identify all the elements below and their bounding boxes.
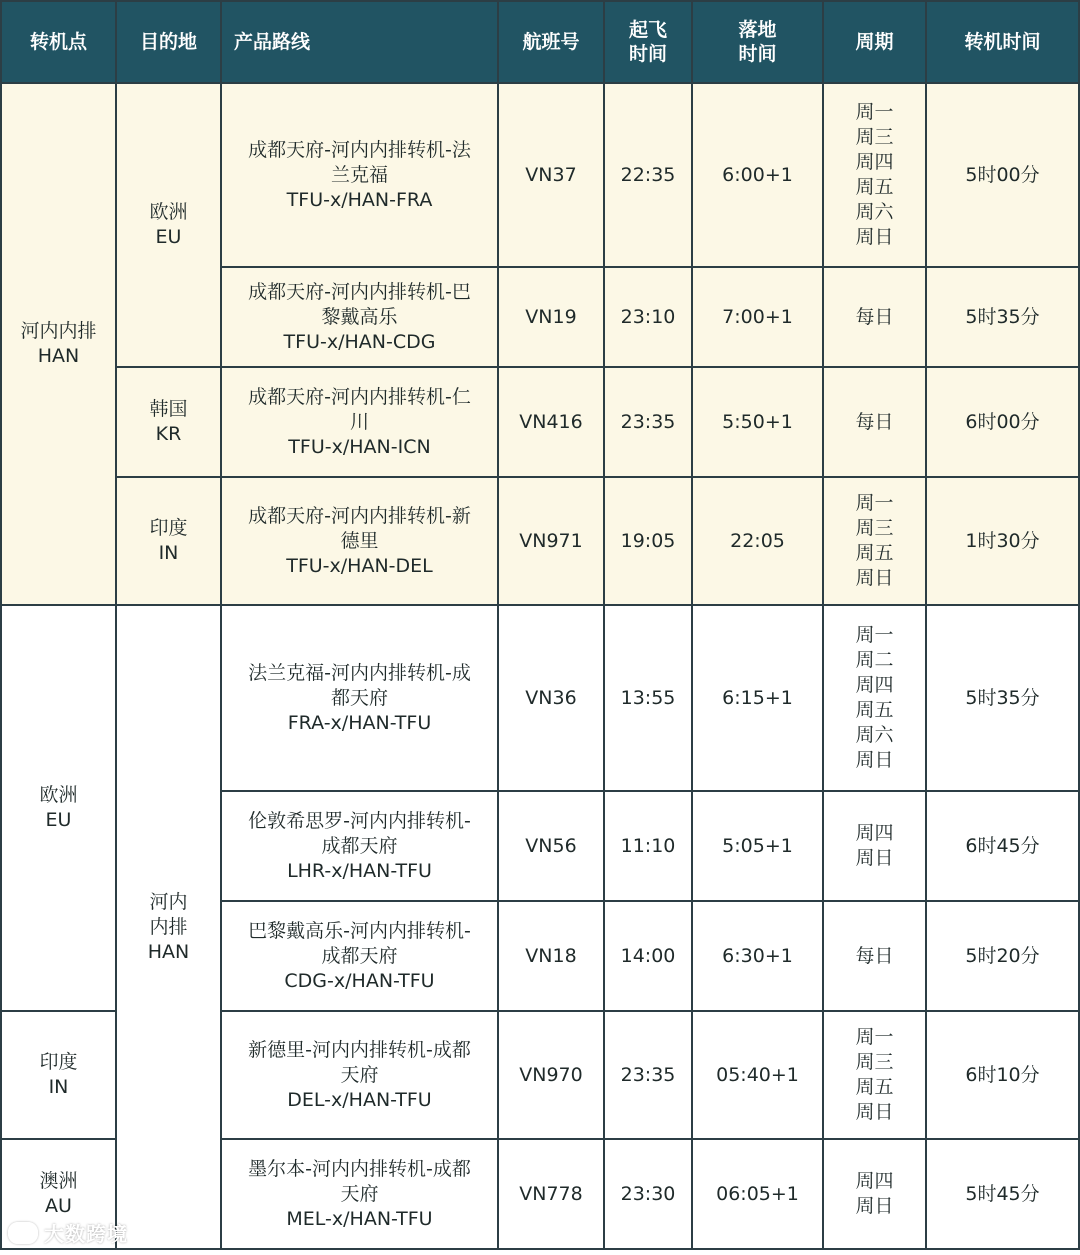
cycle-day: 周日 <box>855 567 894 589</box>
watermark <box>8 1218 128 1247</box>
transfer-time: 6时45分 <box>926 791 1079 901</box>
route-name-line1: 法兰克福-河内内排转机-成 <box>248 661 471 684</box>
cycle-cell <box>823 83 926 267</box>
header-row <box>1 1 1079 83</box>
flight-number: VN19 <box>498 267 604 367</box>
depart-time: 11:10 <box>604 791 692 901</box>
route-code: FRA-x/HAN-TFU <box>287 711 432 734</box>
group-label-line1: 印度 <box>149 517 188 539</box>
group-label-line2: IN <box>158 542 179 564</box>
group-label-line2: EU <box>155 226 182 248</box>
route-cell <box>221 477 498 605</box>
arrive-time: 7:00+1 <box>692 267 823 367</box>
cycle-day: 周五 <box>855 542 894 564</box>
cycle-day: 周五 <box>855 176 894 198</box>
cycle-day: 周五 <box>855 1076 894 1098</box>
group-label-line1: 澳洲 <box>39 1170 78 1192</box>
cycle-day: 周四 <box>855 822 894 844</box>
watermark-text: 大数跨境 <box>44 1222 128 1246</box>
route-cell <box>221 1139 498 1249</box>
cycle-cell <box>823 605 926 791</box>
route-code: TFU-x/HAN-ICN <box>288 435 431 458</box>
route-cell <box>221 791 498 901</box>
group-label-line2: 内排 <box>149 915 188 938</box>
header-arrive-line1: 落地 <box>738 19 777 41</box>
header-destination: 目的地 <box>116 1 221 83</box>
watermark-logo-icon <box>8 1222 38 1244</box>
arrive-time: 22:05 <box>692 477 823 605</box>
transfer-time: 5时35分 <box>926 267 1079 367</box>
transfer-time: 6时00分 <box>926 367 1079 477</box>
route-name-line1: 成都天府-河内内排转机-巴 <box>248 280 471 303</box>
cycle-day: 周一 <box>855 492 894 514</box>
group-label-line2: KR <box>155 423 182 445</box>
cycle-day: 周六 <box>855 201 894 223</box>
cycle-cell <box>823 901 926 1011</box>
group-label-line1: 欧洲 <box>149 201 188 223</box>
header-transfer-point: 转机点 <box>1 1 116 83</box>
cycle-day: 周四 <box>855 151 894 173</box>
depart-time: 22:35 <box>604 83 692 267</box>
depart-time: 23:10 <box>604 267 692 367</box>
arrive-time: 06:05+1 <box>692 1139 823 1249</box>
header-arrive-line2: 时间 <box>738 43 777 65</box>
flight-number: VN37 <box>498 83 604 267</box>
route-name-line2: 黎戴高乐 <box>321 305 398 328</box>
route-name-line2: 天府 <box>340 1182 379 1205</box>
group-label-line1: 河内 <box>149 890 188 913</box>
flight-number: VN36 <box>498 605 604 791</box>
table-row <box>1 477 1079 605</box>
route-name-line2: 成都天府 <box>321 834 398 857</box>
destination-cell <box>116 367 221 477</box>
route-name-line1: 成都天府-河内内排转机-法 <box>248 138 471 161</box>
header-cycle: 周期 <box>823 1 926 83</box>
transfer-time: 5时35分 <box>926 605 1079 791</box>
route-name-line2: 成都天府 <box>321 944 398 967</box>
group-label-line1: 印度 <box>39 1051 78 1073</box>
cycle-day: 周三 <box>855 126 894 148</box>
transfer-time: 5时00分 <box>926 83 1079 267</box>
arrive-time: 6:15+1 <box>692 605 823 791</box>
cycle-day: 周一 <box>855 624 894 646</box>
flight-number: VN778 <box>498 1139 604 1249</box>
route-name-line1: 成都天府-河内内排转机-仁 <box>248 385 471 408</box>
route-name-line2: 都天府 <box>330 686 388 709</box>
transfer-time: 5时20分 <box>926 901 1079 1011</box>
route-name-line1: 巴黎戴高乐-河内内排转机- <box>248 919 471 942</box>
arrive-time: 5:05+1 <box>692 791 823 901</box>
depart-time: 19:05 <box>604 477 692 605</box>
flight-number: VN18 <box>498 901 604 1011</box>
route-code: MEL-x/HAN-TFU <box>286 1207 433 1230</box>
cycle-day: 周五 <box>855 699 894 721</box>
destination-cell <box>116 83 221 367</box>
route-name-line1: 伦敦希思罗-河内内排转机- <box>248 809 471 832</box>
header-depart-time <box>604 1 692 83</box>
flight-number: VN56 <box>498 791 604 901</box>
route-name-line2: 川 <box>349 410 369 433</box>
route-name-line1: 墨尔本-河内内排转机-成都 <box>248 1157 471 1180</box>
header-flight-no: 航班号 <box>498 1 604 83</box>
group-label-line1: 欧洲 <box>39 784 78 806</box>
arrive-time: 6:30+1 <box>692 901 823 1011</box>
route-name-line2: 德里 <box>340 529 379 552</box>
route-cell <box>221 901 498 1011</box>
arrive-time: 5:50+1 <box>692 367 823 477</box>
depart-time: 23:35 <box>604 1011 692 1139</box>
cycle-day: 周日 <box>855 1101 894 1123</box>
header-depart-line1: 起飞 <box>628 19 667 41</box>
group-label-line2: EU <box>45 809 72 831</box>
route-name-line1: 成都天府-河内内排转机-新 <box>248 504 471 527</box>
table-row <box>1 83 1079 267</box>
group-label-line1: 韩国 <box>149 398 188 420</box>
flight-number: VN971 <box>498 477 604 605</box>
group-label-line2: HAN <box>37 345 80 367</box>
cycle-cell <box>823 791 926 901</box>
route-name-line2: 兰克福 <box>330 163 388 186</box>
transfer-time: 1时30分 <box>926 477 1079 605</box>
destination-cell <box>116 605 221 1249</box>
cycle-day: 周三 <box>855 517 894 539</box>
depart-time: 23:30 <box>604 1139 692 1249</box>
cycle-day: 周六 <box>855 724 894 746</box>
cycle-day: 周二 <box>855 649 894 671</box>
cycle-cell <box>823 367 926 477</box>
cycle-cell <box>823 267 926 367</box>
transfer-time: 5时45分 <box>926 1139 1079 1249</box>
cycle-day: 每日 <box>855 305 894 328</box>
cycle-day: 周日 <box>855 226 894 248</box>
route-name-line2: 天府 <box>340 1063 379 1086</box>
transfer-time: 6时10分 <box>926 1011 1079 1139</box>
route-cell <box>221 267 498 367</box>
header-product-route: 产品路线 <box>221 1 498 83</box>
flight-number: VN970 <box>498 1011 604 1139</box>
route-cell <box>221 1011 498 1139</box>
arrive-time: 6:00+1 <box>692 83 823 267</box>
cycle-day: 周三 <box>855 1051 894 1073</box>
route-code: LHR-x/HAN-TFU <box>287 859 432 882</box>
group-label-line3: HAN <box>147 940 190 963</box>
cycle-day: 每日 <box>855 410 894 433</box>
cycle-cell <box>823 1011 926 1139</box>
cycle-day: 周日 <box>855 749 894 771</box>
header-arrive-time <box>692 1 823 83</box>
route-code: TFU-x/HAN-CDG <box>283 330 436 353</box>
destination-cell <box>116 477 221 605</box>
header-transfer-time: 转机时间 <box>926 1 1079 83</box>
cycle-day: 周四 <box>855 1170 894 1192</box>
cycle-day: 周日 <box>855 847 894 869</box>
route-code: DEL-x/HAN-TFU <box>287 1088 432 1111</box>
arrive-time: 05:40+1 <box>692 1011 823 1139</box>
table-row <box>1 605 1079 791</box>
cycle-day: 每日 <box>855 944 894 967</box>
cycle-day: 周四 <box>855 674 894 696</box>
cycle-cell <box>823 477 926 605</box>
route-cell <box>221 367 498 477</box>
cycle-day: 周日 <box>855 1195 894 1217</box>
depart-time: 23:35 <box>604 367 692 477</box>
route-code: TFU-x/HAN-DEL <box>286 554 433 577</box>
transfer-point-cell <box>1 83 116 605</box>
depart-time: 13:55 <box>604 605 692 791</box>
table-row <box>1 367 1079 477</box>
route-cell <box>221 605 498 791</box>
cycle-cell <box>823 1139 926 1249</box>
route-name-line1: 新德里-河内内排转机-成都 <box>248 1038 471 1061</box>
route-code: CDG-x/HAN-TFU <box>284 969 435 992</box>
cycle-day: 周一 <box>855 1026 894 1048</box>
route-code: TFU-x/HAN-FRA <box>286 188 433 211</box>
group-label-line2: IN <box>48 1076 69 1098</box>
group-label-line1: 河内内排 <box>20 320 97 342</box>
group-label-line2: AU <box>45 1195 72 1217</box>
transfer-point-cell <box>1 1011 116 1139</box>
cycle-day: 周一 <box>855 101 894 123</box>
depart-time: 14:00 <box>604 901 692 1011</box>
transfer-point-cell <box>1 605 116 1011</box>
header-depart-line2: 时间 <box>628 43 667 65</box>
flight-number: VN416 <box>498 367 604 477</box>
route-cell <box>221 83 498 267</box>
